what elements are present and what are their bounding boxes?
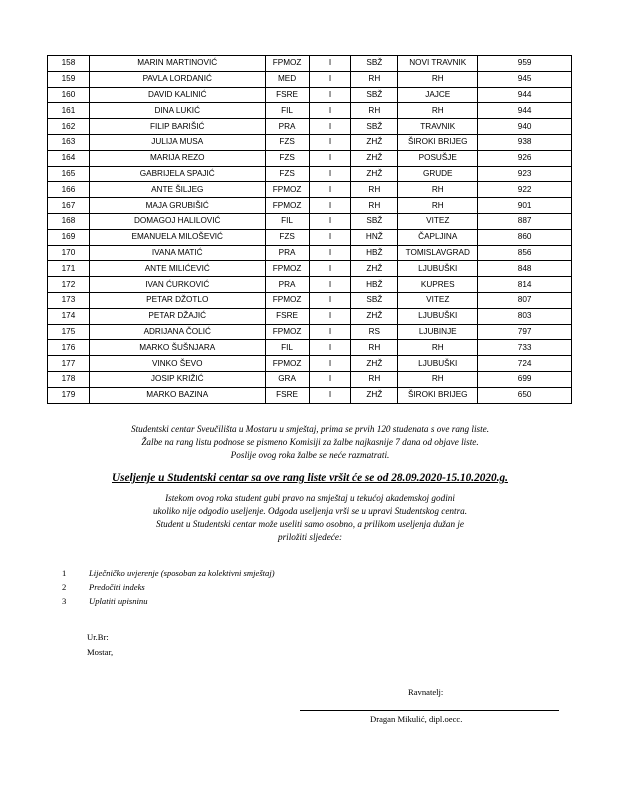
points-cell: 733 bbox=[478, 340, 572, 356]
region-cell: SBŽ bbox=[351, 292, 398, 308]
year-cell: I bbox=[309, 324, 351, 340]
table-row bbox=[48, 71, 572, 87]
rank-number-cell: 165 bbox=[48, 166, 90, 182]
student-name-cell: ADRIJANA ČOLIĆ bbox=[89, 324, 265, 340]
student-name-cell: MARIN MARTINOVIĆ bbox=[89, 56, 265, 72]
place-cell: RH bbox=[398, 103, 478, 119]
student-name-cell: IVANA MATIĆ bbox=[89, 245, 265, 261]
faculty-cell: FIL bbox=[265, 213, 309, 229]
faculty-cell: FZS bbox=[265, 150, 309, 166]
faculty-cell: FPMOZ bbox=[265, 292, 309, 308]
ranking-table-body bbox=[48, 56, 572, 404]
table-row bbox=[48, 245, 572, 261]
region-cell: RH bbox=[351, 103, 398, 119]
rank-number-cell: 171 bbox=[48, 261, 90, 277]
region-cell: HBŽ bbox=[351, 277, 398, 293]
region-cell: SBŽ bbox=[351, 56, 398, 72]
points-cell: 699 bbox=[478, 371, 572, 387]
student-name-cell: PETAR DŽAJIĆ bbox=[89, 308, 265, 324]
student-name-cell: MARKO BAZINA bbox=[89, 387, 265, 403]
year-cell: I bbox=[309, 119, 351, 135]
region-cell: ZHŽ bbox=[351, 356, 398, 372]
requirement-label: Uplatiti upisninu bbox=[89, 596, 148, 606]
info-paragraph bbox=[60, 492, 560, 544]
table-row bbox=[48, 340, 572, 356]
faculty-cell: MED bbox=[265, 71, 309, 87]
place-cell: POSUŠJE bbox=[398, 150, 478, 166]
place-cell: RH bbox=[398, 71, 478, 87]
faculty-cell: FIL bbox=[265, 340, 309, 356]
rank-number-cell: 170 bbox=[48, 245, 90, 261]
place-cell: ŠIROKI BRIJEG bbox=[398, 134, 478, 150]
table-row bbox=[48, 103, 572, 119]
place-cell: RH bbox=[398, 182, 478, 198]
place-cell: JAJCE bbox=[398, 87, 478, 103]
year-cell: I bbox=[309, 229, 351, 245]
rank-number-cell: 178 bbox=[48, 371, 90, 387]
year-cell: I bbox=[309, 103, 351, 119]
points-cell: 926 bbox=[478, 150, 572, 166]
requirement-item bbox=[62, 580, 275, 594]
year-cell: I bbox=[309, 371, 351, 387]
place-cell: LJUBUŠKI bbox=[398, 308, 478, 324]
ranking-table bbox=[47, 55, 572, 404]
student-name-cell: ANTE MILIĆEVIĆ bbox=[89, 261, 265, 277]
place-cell: LJUBINJE bbox=[398, 324, 478, 340]
rank-number-cell: 174 bbox=[48, 308, 90, 324]
student-name-cell: JULIJA MUSA bbox=[89, 134, 265, 150]
place-cell: LJUBUŠKI bbox=[398, 356, 478, 372]
year-cell: I bbox=[309, 56, 351, 72]
table-row bbox=[48, 292, 572, 308]
year-cell: I bbox=[309, 166, 351, 182]
table-row bbox=[48, 134, 572, 150]
info-line: Istekom ovog roka student gubi pravo na smještaj u tekućoj akademskoj godini bbox=[165, 493, 455, 503]
table-row bbox=[48, 87, 572, 103]
region-cell: RS bbox=[351, 324, 398, 340]
region-cell: HNŽ bbox=[351, 229, 398, 245]
faculty-cell: FZS bbox=[265, 229, 309, 245]
place-label: Mostar, bbox=[87, 647, 114, 657]
requirement-item bbox=[62, 566, 275, 580]
region-cell: HBŽ bbox=[351, 245, 398, 261]
place-cell: TRAVNIK bbox=[398, 119, 478, 135]
reference-number-label: Ur.Br: bbox=[87, 632, 109, 642]
points-cell: 938 bbox=[478, 134, 572, 150]
student-name-cell: DINA LUKIĆ bbox=[89, 103, 265, 119]
points-cell: 901 bbox=[478, 198, 572, 214]
table-row bbox=[48, 150, 572, 166]
points-cell: 945 bbox=[478, 71, 572, 87]
faculty-cell: FPMOZ bbox=[265, 198, 309, 214]
year-cell: I bbox=[309, 292, 351, 308]
place-cell: RH bbox=[398, 340, 478, 356]
requirements-list bbox=[62, 566, 275, 608]
rank-number-cell: 163 bbox=[48, 134, 90, 150]
year-cell: I bbox=[309, 213, 351, 229]
faculty-cell: PRA bbox=[265, 277, 309, 293]
requirement-number: 1 bbox=[62, 568, 67, 578]
place-cell: ČAPLJINA bbox=[398, 229, 478, 245]
year-cell: I bbox=[309, 134, 351, 150]
faculty-cell: PRA bbox=[265, 119, 309, 135]
rank-number-cell: 162 bbox=[48, 119, 90, 135]
table-row bbox=[48, 119, 572, 135]
points-cell: 797 bbox=[478, 324, 572, 340]
faculty-cell: FPMOZ bbox=[265, 182, 309, 198]
rank-number-cell: 173 bbox=[48, 292, 90, 308]
rank-number-cell: 177 bbox=[48, 356, 90, 372]
student-name-cell: JOSIP KRIŽIĆ bbox=[89, 371, 265, 387]
year-cell: I bbox=[309, 245, 351, 261]
region-cell: RH bbox=[351, 198, 398, 214]
student-name-cell: VINKO ŠEVO bbox=[89, 356, 265, 372]
faculty-cell: FPMOZ bbox=[265, 324, 309, 340]
table-row bbox=[48, 277, 572, 293]
year-cell: I bbox=[309, 277, 351, 293]
points-cell: 807 bbox=[478, 292, 572, 308]
place-cell: RH bbox=[398, 198, 478, 214]
region-cell: RH bbox=[351, 340, 398, 356]
student-name-cell: MAJA GRUBIŠIĆ bbox=[89, 198, 265, 214]
table-row bbox=[48, 56, 572, 72]
year-cell: I bbox=[309, 261, 351, 277]
student-name-cell: IVAN ĆURKOVIĆ bbox=[89, 277, 265, 293]
student-name-cell: ANTE ŠILJEG bbox=[89, 182, 265, 198]
faculty-cell: FPMOZ bbox=[265, 261, 309, 277]
year-cell: I bbox=[309, 198, 351, 214]
table-row bbox=[48, 324, 572, 340]
points-cell: 959 bbox=[478, 56, 572, 72]
region-cell: SBŽ bbox=[351, 213, 398, 229]
faculty-cell: FSRE bbox=[265, 87, 309, 103]
faculty-cell: FIL bbox=[265, 103, 309, 119]
points-cell: 856 bbox=[478, 245, 572, 261]
table-row bbox=[48, 229, 572, 245]
faculty-cell: PRA bbox=[265, 245, 309, 261]
rank-number-cell: 160 bbox=[48, 87, 90, 103]
region-cell: ZHŽ bbox=[351, 166, 398, 182]
student-name-cell: PAVLA LORDANIĆ bbox=[89, 71, 265, 87]
points-cell: 814 bbox=[478, 277, 572, 293]
year-cell: I bbox=[309, 150, 351, 166]
rank-number-cell: 176 bbox=[48, 340, 90, 356]
place-cell: VITEZ bbox=[398, 213, 478, 229]
points-cell: 940 bbox=[478, 119, 572, 135]
points-cell: 944 bbox=[478, 87, 572, 103]
points-cell: 922 bbox=[478, 182, 572, 198]
rank-number-cell: 175 bbox=[48, 324, 90, 340]
requirement-item bbox=[62, 594, 275, 608]
student-name-cell: MARIJA REZO bbox=[89, 150, 265, 166]
student-name-cell: PETAR DŽOTLO bbox=[89, 292, 265, 308]
faculty-cell: GRA bbox=[265, 371, 309, 387]
info-line: ukoliko nije odgodio useljenje. Odgoda useljenja vrši se u upravi Studentskog centra. bbox=[152, 506, 468, 516]
faculty-cell: FZS bbox=[265, 134, 309, 150]
table-row bbox=[48, 308, 572, 324]
rank-number-cell: 159 bbox=[48, 71, 90, 87]
place-cell: GRUDE bbox=[398, 166, 478, 182]
student-name-cell: EMANUELA MILOŠEVIĆ bbox=[89, 229, 265, 245]
student-name-cell: DOMAGOJ HALILOVIĆ bbox=[89, 213, 265, 229]
place-cell: TOMISLAVGRAD bbox=[398, 245, 478, 261]
place-cell: RH bbox=[398, 371, 478, 387]
table-row bbox=[48, 198, 572, 214]
rank-number-cell: 169 bbox=[48, 229, 90, 245]
notice-paragraph bbox=[60, 423, 560, 462]
region-cell: ZHŽ bbox=[351, 150, 398, 166]
signature-line bbox=[300, 710, 559, 711]
year-cell: I bbox=[309, 356, 351, 372]
place-cell: NOVI TRAVNIK bbox=[398, 56, 478, 72]
requirement-label: Liječničko uvjerenje (sposoban za kolektivni smještaj) bbox=[89, 568, 275, 578]
region-cell: ZHŽ bbox=[351, 134, 398, 150]
points-cell: 860 bbox=[478, 229, 572, 245]
notice-line: Poslije ovog roka žalbe se neće razmatrati. bbox=[230, 450, 390, 460]
notice-line: Žalbe na rang listu podnose se pismeno Komisiji za žalbe najkasnije 7 dana od objave liste. bbox=[141, 437, 479, 447]
info-line: Student u Studentski centar može useliti samo osobno, a prilikom useljenja dužan je bbox=[155, 519, 464, 529]
student-name-cell: MARKO ŠUŠNJARA bbox=[89, 340, 265, 356]
rank-number-cell: 168 bbox=[48, 213, 90, 229]
region-cell: ZHŽ bbox=[351, 387, 398, 403]
table-row bbox=[48, 182, 572, 198]
requirement-number: 3 bbox=[62, 596, 67, 606]
notice-line: Studentski centar Sveučilišta u Mostaru u smještaj, prima se prvih 120 studenata s ove rang liste. bbox=[130, 424, 490, 434]
points-cell: 887 bbox=[478, 213, 572, 229]
place-cell: KUPRES bbox=[398, 277, 478, 293]
points-cell: 724 bbox=[478, 356, 572, 372]
points-cell: 923 bbox=[478, 166, 572, 182]
region-cell: SBŽ bbox=[351, 87, 398, 103]
region-cell: RH bbox=[351, 71, 398, 87]
region-cell: ZHŽ bbox=[351, 308, 398, 324]
rank-number-cell: 179 bbox=[48, 387, 90, 403]
requirement-number: 2 bbox=[62, 582, 67, 592]
points-cell: 650 bbox=[478, 387, 572, 403]
points-cell: 944 bbox=[478, 103, 572, 119]
faculty-cell: FZS bbox=[265, 166, 309, 182]
requirement-label: Predočiti indeks bbox=[89, 582, 145, 592]
student-name-cell: FILIP BARIŠIĆ bbox=[89, 119, 265, 135]
table-row bbox=[48, 261, 572, 277]
region-cell: RH bbox=[351, 371, 398, 387]
table-row bbox=[48, 213, 572, 229]
rank-number-cell: 166 bbox=[48, 182, 90, 198]
rank-number-cell: 161 bbox=[48, 103, 90, 119]
faculty-cell: FSRE bbox=[265, 308, 309, 324]
director-label: Ravnatelj: bbox=[408, 687, 444, 697]
year-cell: I bbox=[309, 340, 351, 356]
points-cell: 848 bbox=[478, 261, 572, 277]
faculty-cell: FSRE bbox=[265, 387, 309, 403]
rank-number-cell: 172 bbox=[48, 277, 90, 293]
region-cell: ZHŽ bbox=[351, 261, 398, 277]
table-row bbox=[48, 356, 572, 372]
table-row bbox=[48, 387, 572, 403]
student-name-cell: DAVID KALINIĆ bbox=[89, 87, 265, 103]
rank-number-cell: 167 bbox=[48, 198, 90, 214]
region-cell: SBŽ bbox=[351, 119, 398, 135]
place-cell: ŠIROKI BRIJEG bbox=[398, 387, 478, 403]
table-row bbox=[48, 371, 572, 387]
place-cell: VITEZ bbox=[398, 292, 478, 308]
points-cell: 803 bbox=[478, 308, 572, 324]
table-row bbox=[48, 166, 572, 182]
year-cell: I bbox=[309, 87, 351, 103]
year-cell: I bbox=[309, 308, 351, 324]
place-cell: LJUBUŠKI bbox=[398, 261, 478, 277]
rank-number-cell: 158 bbox=[48, 56, 90, 72]
rank-number-cell: 164 bbox=[48, 150, 90, 166]
director-name: Dragan Mikulić, dipl.oecc. bbox=[370, 714, 463, 724]
info-line: priložiti sljedeće: bbox=[277, 532, 343, 542]
year-cell: I bbox=[309, 387, 351, 403]
student-name-cell: GABRIJELA SPAJIĆ bbox=[89, 166, 265, 182]
region-cell: RH bbox=[351, 182, 398, 198]
year-cell: I bbox=[309, 71, 351, 87]
faculty-cell: FPMOZ bbox=[265, 356, 309, 372]
faculty-cell: FPMOZ bbox=[265, 56, 309, 72]
move-in-deadline: Useljenje u Studentski centar sa ove rang liste vršit će se od 28.09.2020-15.10.2020.g. bbox=[111, 472, 508, 484]
year-cell: I bbox=[309, 182, 351, 198]
